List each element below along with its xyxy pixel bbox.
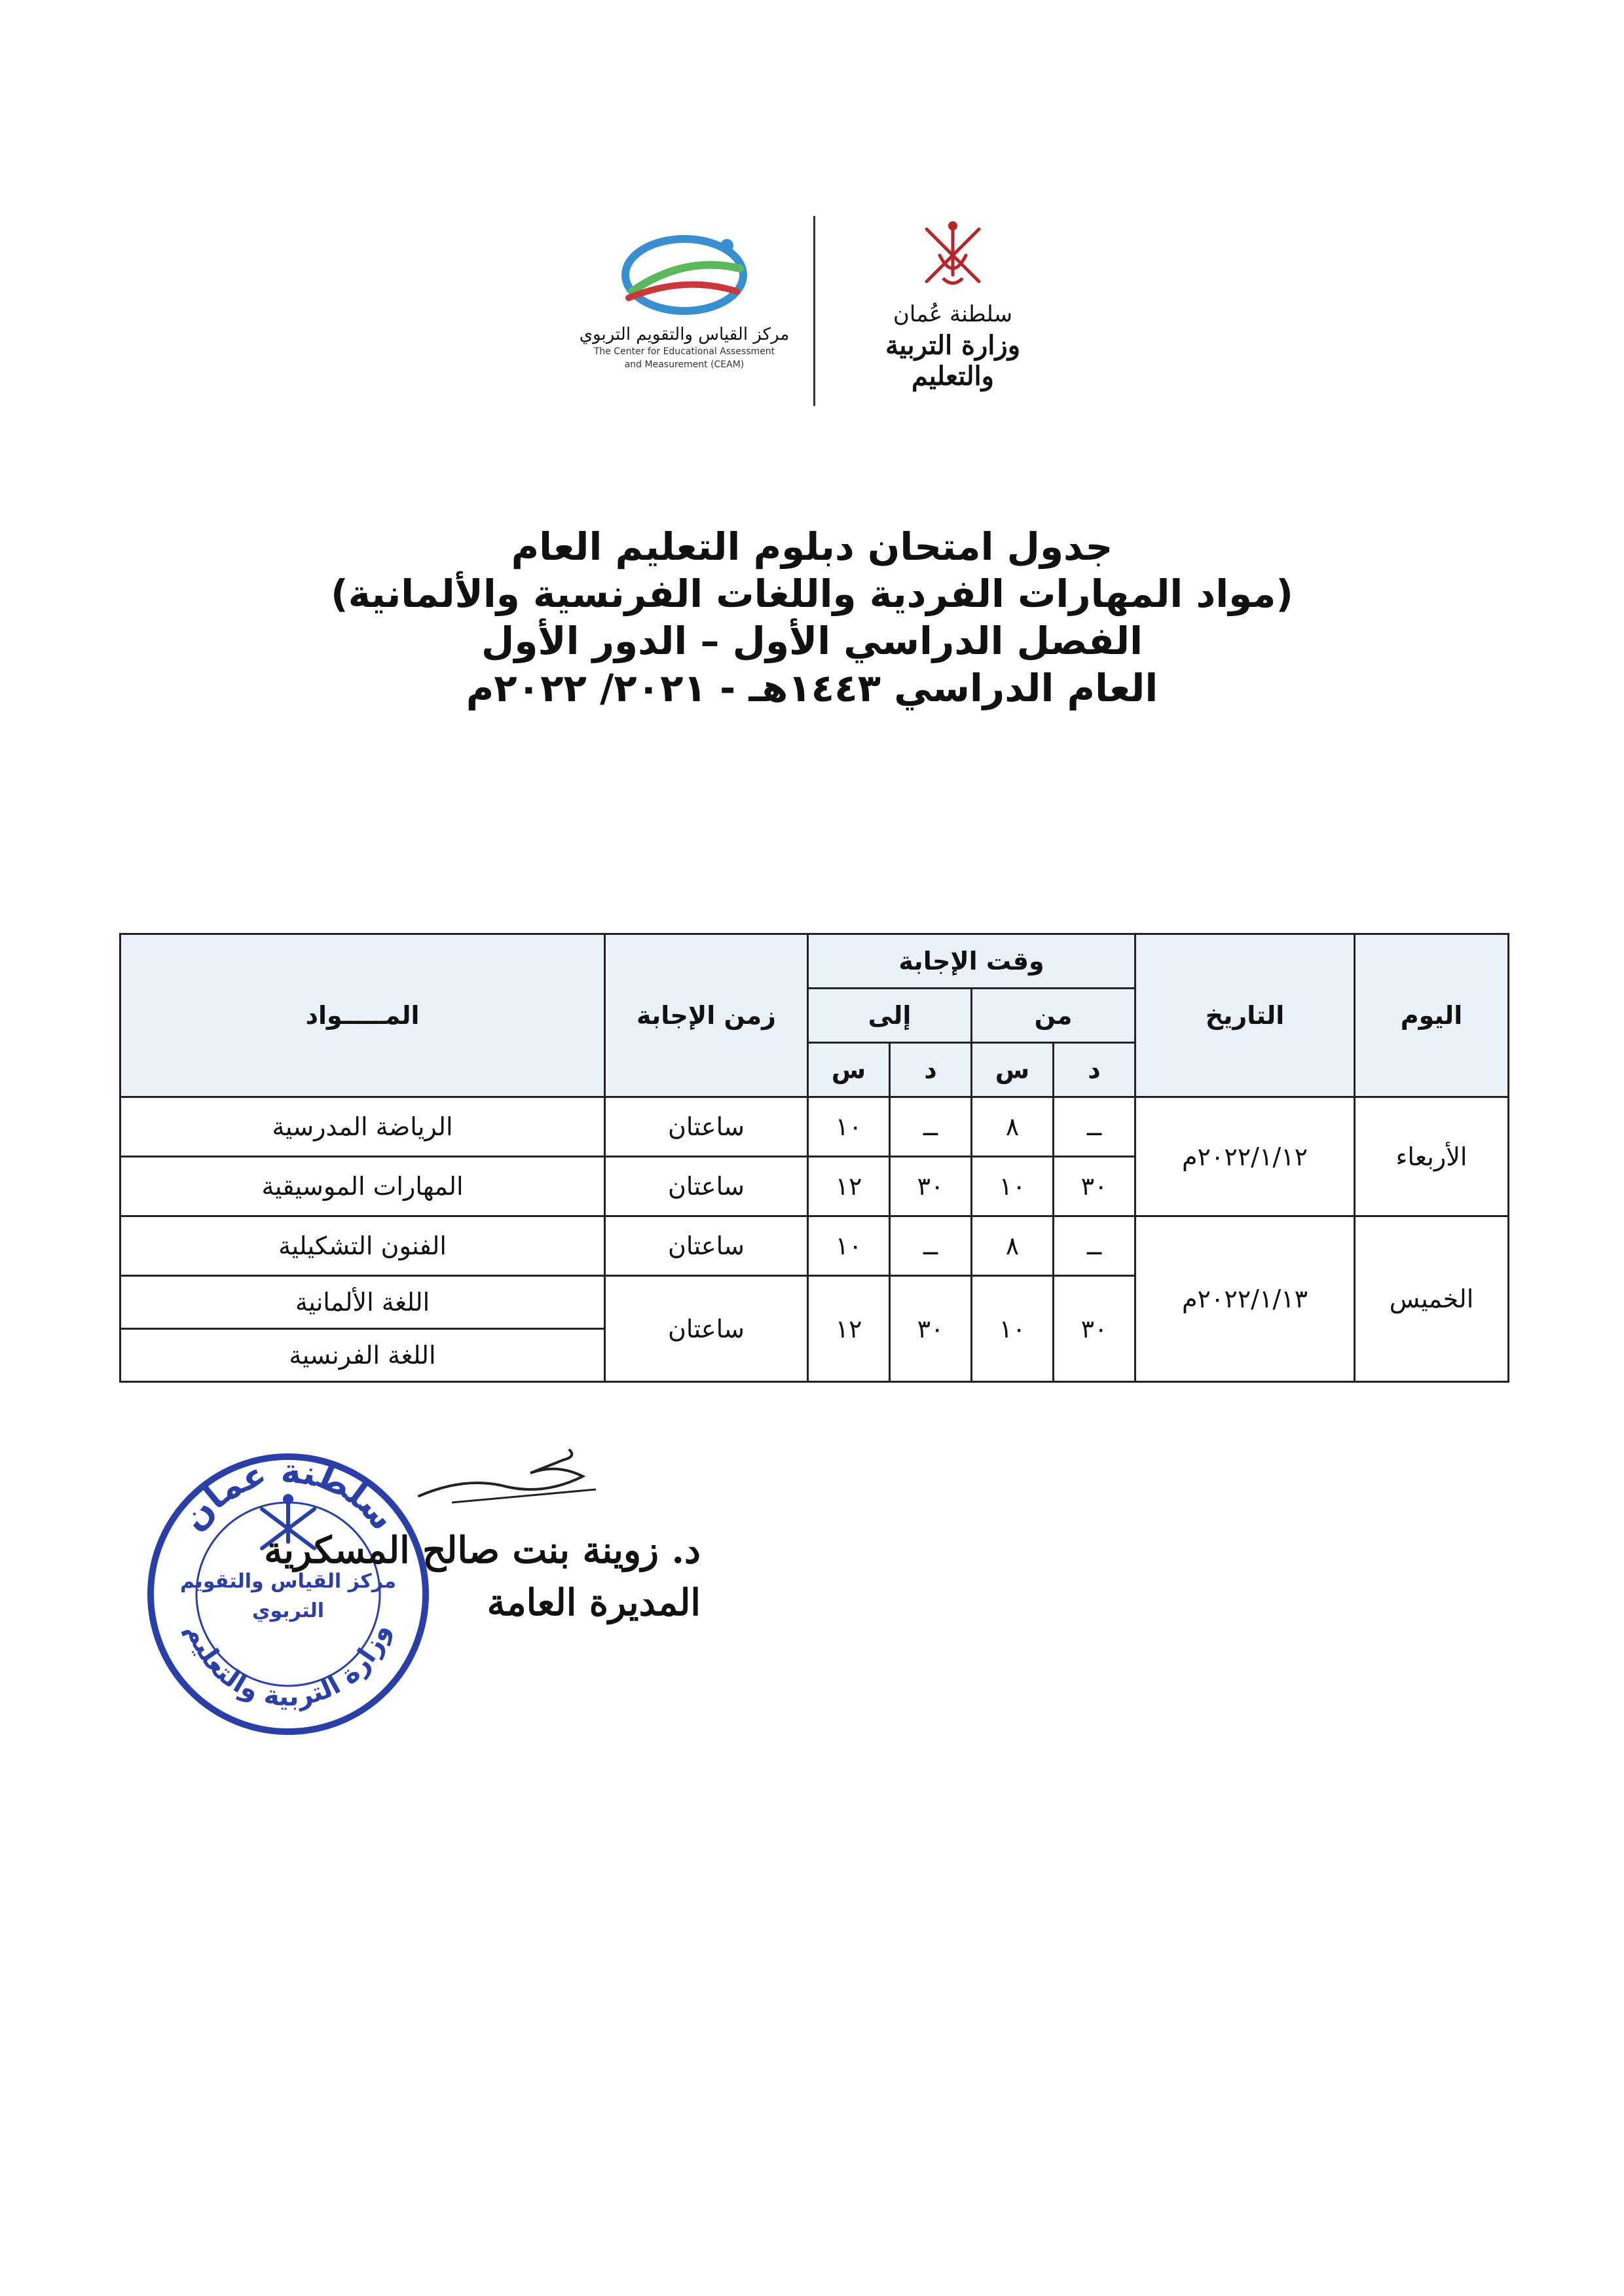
- header-subjects: المـــــواد: [120, 934, 605, 1097]
- header-from: من: [972, 989, 1135, 1043]
- header-to-hour: س: [808, 1043, 890, 1097]
- logo-divider: [813, 216, 815, 406]
- cell-to-hour: ١٠: [808, 1097, 890, 1157]
- handwritten-signature-icon: [413, 1437, 609, 1516]
- cell-to-hour: ١٢: [808, 1157, 890, 1216]
- national-emblem-icon: [913, 216, 992, 295]
- signatory-name: د. زوينة بنت صالح المسكرية: [264, 1529, 701, 1572]
- header-logos: [563, 216, 1061, 412]
- cell-from-hour: ١٠: [972, 1157, 1054, 1216]
- header-day: اليوم: [1355, 934, 1509, 1097]
- signature-block: [138, 1437, 727, 1738]
- title-line-1: جدول امتحان دبلوم التعليم العام: [511, 524, 1113, 569]
- cell-subject: الرياضة المدرسية: [120, 1097, 605, 1157]
- cell-from-minute: ــ: [1054, 1097, 1135, 1157]
- cell-subject: المهارات الموسيقية: [120, 1157, 605, 1216]
- stamp-top-text: سلطنة عمان: [174, 1451, 403, 1539]
- header-from-hour: س: [972, 1043, 1054, 1097]
- cell-subject: اللغة الفرنسية: [120, 1329, 605, 1382]
- cell-subject: اللغة الألمانية: [120, 1276, 605, 1329]
- cell-from-hour: ١٠: [972, 1276, 1054, 1382]
- header-answer-time: وقت الإجابة: [808, 934, 1135, 989]
- cell-from-minute: ــ: [1054, 1216, 1135, 1276]
- cell-duration: ساعتان: [605, 1097, 808, 1157]
- cell-from-minute: ٣٠: [1054, 1276, 1135, 1382]
- title-line-4: العام الدراسي ١٤٤٣هـ - ٢٠٢١/ ٢٠٢٢م: [466, 666, 1158, 710]
- center-name-arabic: مركز القياس والتقويم التربوي: [579, 325, 790, 344]
- cell-day: الخميس: [1355, 1216, 1509, 1382]
- signatory-title: المديرة العامة: [487, 1581, 701, 1624]
- cell-from-hour: ٨: [972, 1216, 1054, 1276]
- cell-date: ٢٠٢٢/١/١٢م: [1135, 1097, 1355, 1216]
- cell-duration: ساعتان: [605, 1276, 808, 1382]
- document-titles: [0, 524, 1624, 712]
- table-row: [120, 1216, 1509, 1276]
- assessment-center-logo: [563, 229, 805, 399]
- ministry-logo: [845, 216, 1061, 412]
- header-duration: زمن الإجابة: [605, 934, 808, 1097]
- ministry-name-line1: سلطنة عُمان: [893, 301, 1013, 327]
- cell-date: ٢٠٢٢/١/١٣م: [1135, 1216, 1355, 1382]
- cell-duration: ساعتان: [605, 1157, 808, 1216]
- table-row: [120, 1097, 1509, 1157]
- cell-to-minute: ٣٠: [890, 1157, 972, 1216]
- svg-text:وزارة التربية والتعليم: [180, 1620, 396, 1712]
- ministry-name-line2: وزارة التربية والتعليم: [885, 330, 1021, 392]
- assessment-center-logo-icon: [612, 229, 756, 321]
- header-to: إلى: [808, 989, 972, 1043]
- cell-to-hour: ١٠: [808, 1216, 890, 1276]
- title-line-2: (مواد المهارات الفردية واللغات الفرنسية والألمانية): [331, 572, 1293, 616]
- header-from-minute: د: [1054, 1043, 1135, 1097]
- cell-from-hour: ٨: [972, 1097, 1054, 1157]
- header-to-minute: د: [890, 1043, 972, 1097]
- title-line-3: الفصل الدراسي الأول – الدور الأول: [481, 619, 1143, 663]
- cell-to-minute: ٣٠: [890, 1276, 972, 1382]
- center-name-english-1: The Center for Educational Assessment: [593, 346, 775, 357]
- center-name-english-2: and Measurement (CEAM): [624, 359, 745, 370]
- cell-to-minute: ــ: [890, 1097, 972, 1157]
- cell-to-hour: ١٢: [808, 1276, 890, 1382]
- cell-day: الأربعاء: [1355, 1097, 1509, 1216]
- cell-from-minute: ٣٠: [1054, 1157, 1135, 1216]
- cell-subject: الفنون التشكيلية: [120, 1216, 605, 1276]
- stamp-middle-text-2: التربوي: [251, 1599, 325, 1622]
- stamp-bottom-text: وزارة التربية والتعليم: [180, 1620, 396, 1713]
- stamp-middle-text-1: مركز القياس والتقويم: [180, 1570, 396, 1593]
- cell-to-minute: ــ: [890, 1216, 972, 1276]
- exam-schedule-table: [119, 933, 1509, 1383]
- cell-duration: ساعتان: [605, 1216, 808, 1276]
- header-date: التاريخ: [1135, 934, 1355, 1097]
